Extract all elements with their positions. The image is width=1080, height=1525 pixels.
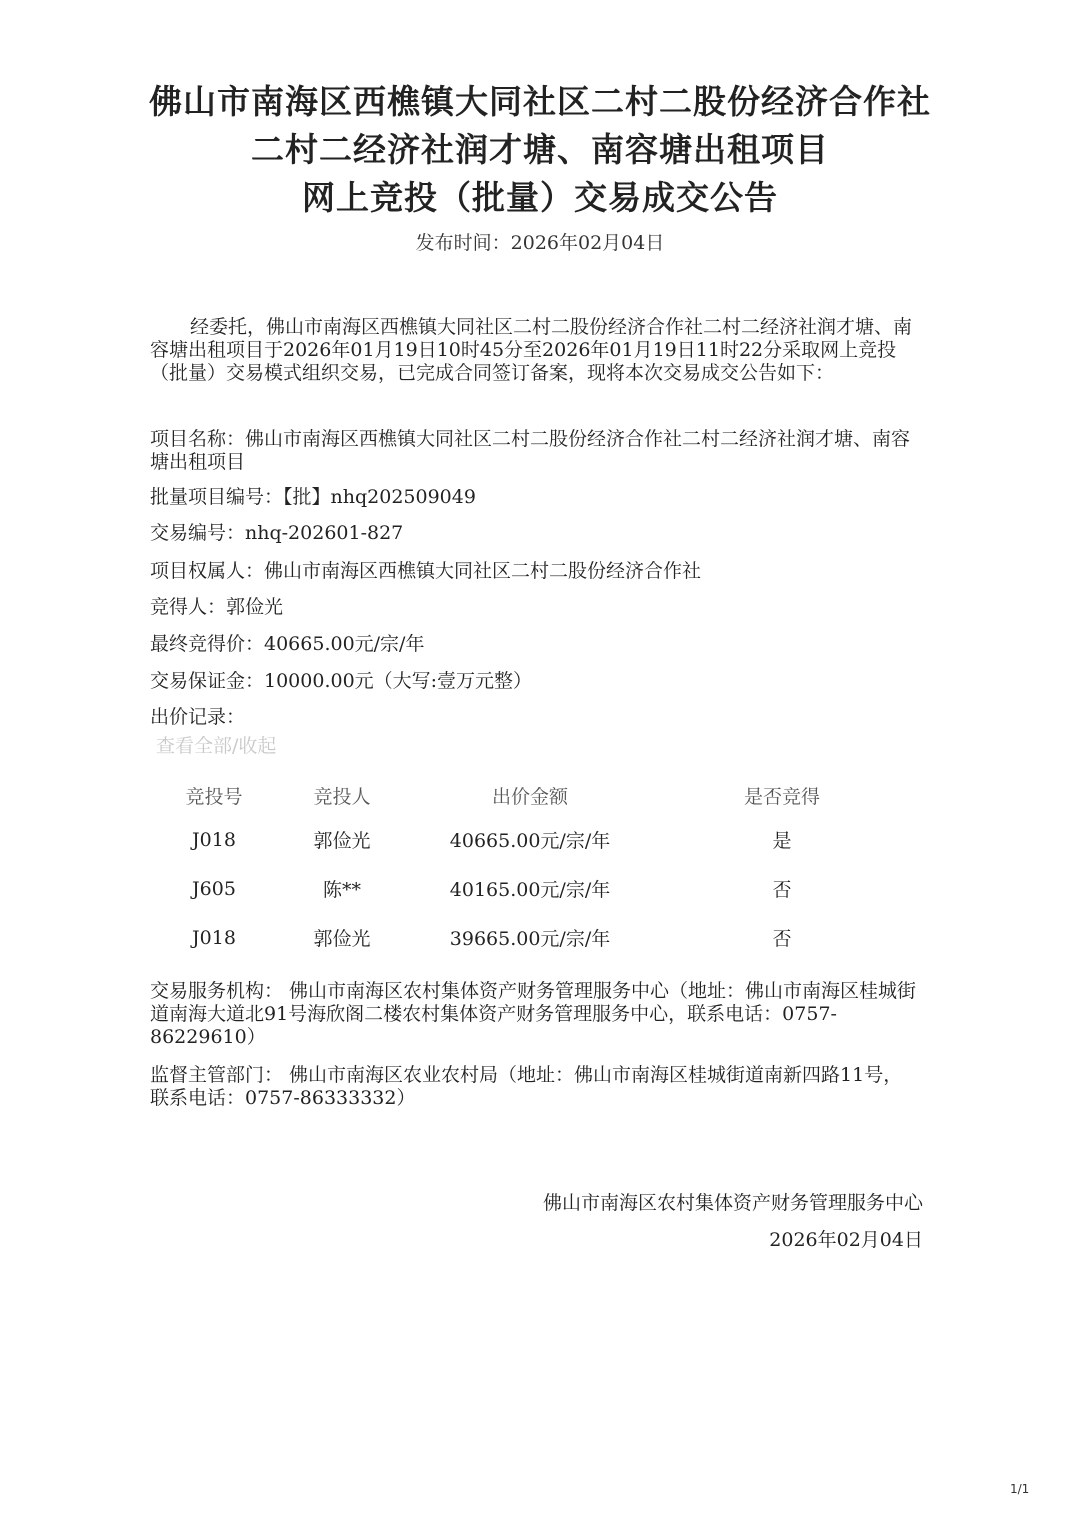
cell-is-winner: 否 — [772, 879, 792, 901]
title-line-1: 佛山市南海区西樵镇大同社区二村二股份经济合作社 — [149, 82, 931, 121]
cell-bid-amount: 40665.00元/宗/年 — [449, 830, 611, 852]
cell-is-winner: 否 — [772, 928, 792, 950]
cell-bidder: 郭俭光 — [313, 928, 371, 950]
cell-bid-amount: 39665.00元/宗/年 — [449, 928, 611, 950]
service-agency: 交易服务机构： 佛山市南海区农村集体资产财务管理服务中心（地址：佛山市南海区桂城街道南海大道北91号海欣阁二楼农村集体资产财务管理服务中心，联系电话：0757-86229610） — [150, 980, 917, 1048]
project-name: 项目名称：佛山市南海区西樵镇大同社区二村二股份经济合作社二村二经济社润才塘、南容塘出租项目 — [150, 428, 911, 473]
bid-table-header — [150, 775, 910, 815]
table-row — [150, 815, 910, 864]
intro-paragraph: 经委托，佛山市南海区西樵镇大同社区二村二股份经济合作社二村二经济社润才塘、南容塘出租项目于2026年01月19日10时45分至2026年01月19日11时22分采取网上竞投（批量）交易模式组织交易，已完成合同签订备案，现将本次交易成交公告如下： — [150, 316, 913, 384]
cell-bid-no: J605 — [192, 877, 236, 900]
title-line-2: 二村二经济社润才塘、南容塘出租项目 — [251, 130, 829, 169]
bid-record-label: 出价记录： — [150, 706, 246, 728]
header-bid-amount: 出价金额 — [491, 785, 568, 808]
winner: 竞得人：郭俭光 — [150, 596, 284, 618]
cell-bid-no: J018 — [192, 926, 236, 949]
cell-bid-no: J018 — [192, 828, 236, 851]
toggle-expand-link[interactable]: 查看全部/收起 — [156, 735, 277, 757]
table-row — [150, 864, 910, 913]
table-row — [150, 913, 910, 962]
batch-number: 批量项目编号：【批】nhq202509049 — [150, 486, 476, 508]
header-is-winner: 是否竞得 — [743, 785, 820, 808]
deposit: 交易保证金：10000.00元（大写:壹万元整） — [150, 670, 533, 692]
cell-bidder: 陈** — [322, 879, 361, 901]
header-bidder: 竞投人 — [313, 785, 371, 808]
cell-bidder: 郭俭光 — [313, 830, 371, 852]
publish-time: 发布时间：2026年02月04日 — [415, 232, 665, 254]
cell-is-winner: 是 — [772, 830, 792, 852]
cell-bid-amount: 40165.00元/宗/年 — [449, 879, 611, 901]
title-line-3: 网上竞投（批量）交易成交公告 — [302, 178, 778, 217]
signature-date: 2026年02月04日 — [769, 1229, 923, 1251]
supervisor-department: 监督主管部门： 佛山市南海区农业农村局（地址：佛山市南海区桂城街道南新四路11号，联系电话：0757-86333332） — [150, 1064, 903, 1109]
bid-table — [150, 775, 910, 962]
final-price: 最终竞得价：40665.00元/宗/年 — [150, 633, 425, 655]
header-bid-no: 竞投号 — [185, 785, 243, 808]
trade-number: 交易编号：nhq-202601-827 — [150, 522, 404, 544]
page-number: 1/1 — [1010, 1482, 1030, 1496]
project-owner: 项目权属人：佛山市南海区西樵镇大同社区二村二股份经济合作社 — [150, 560, 702, 582]
signature-org: 佛山市南海区农村集体资产财务管理服务中心 — [542, 1192, 923, 1214]
